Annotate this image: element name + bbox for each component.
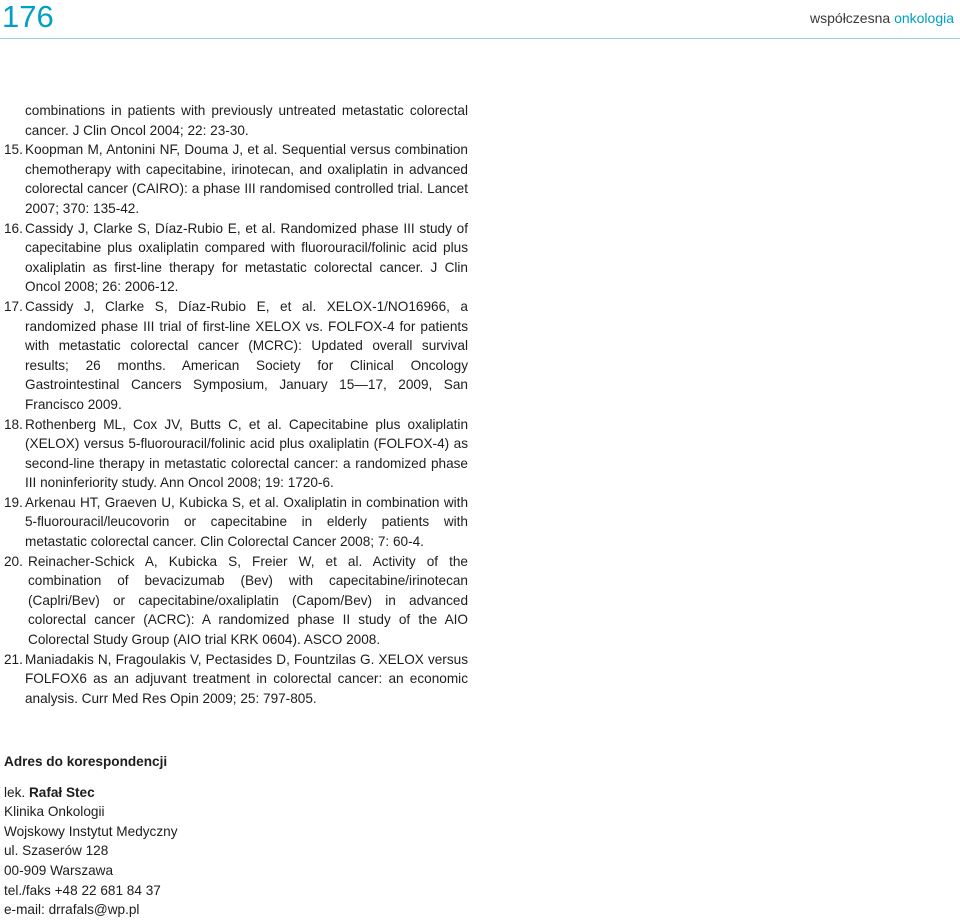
correspondence-name-line [4, 783, 404, 803]
correspondence-line: tel./faks +48 22 681 84 37 [4, 882, 161, 898]
journal-name-part2: onkologia [894, 10, 954, 26]
correspondence-line: Klinika Onkologii [4, 804, 105, 820]
journal-name [810, 8, 954, 28]
reference-text: Cassidy J, Clarke S, Díaz-Rubio E, et al. XELOX-1/NO16966, a randomized phase III trial of first-line XELOX vs. FOLFOX-4 for patients with metastatic colorectal cancer (MCRC): Updated overall survival results; 26 months. American Society for Clinical Oncology Gastrointestinal Cancers Symposium, January 15—17, 2009, San Francisco 2009. [25, 298, 468, 412]
reference-item [4, 415, 468, 493]
page-header [0, 0, 960, 38]
author-name: Rafał Stec [28, 784, 95, 800]
reference-item [4, 140, 468, 218]
reference-number: 20. [4, 553, 23, 569]
reference-text: Rothenberg ML, Cox JV, Butts C, et al. Capecitabine plus oxaliplatin (XELOX) versus 5-fluorouracil/folinic acid plus oxaliplatin (FOLFOX-4) as second-line therapy in metastatic colorectal cancer: a randomized phase III noninferiority study. Ann Oncol 2008; 19: 1720-6. [25, 416, 468, 491]
reference-item [4, 297, 468, 415]
reference-text: Cassidy J, Clarke S, Díaz-Rubio E, et al. Randomized phase III study of capecitabine plus oxaliplatin compared with fluorouracil/folinic acid plus oxaliplatin as first-line therapy for metastatic colorectal cancer. J Clin Oncol 2008; 26: 2006-12. [25, 220, 468, 295]
name-prefix: lek. [4, 784, 26, 800]
reference-number: 18. [4, 416, 23, 432]
reference-number: 17. [4, 298, 23, 314]
reference-text: combinations in patients with previously untreated metastatic colorectal cancer. J Clin Oncol 2004; 22: 23-30. [25, 103, 468, 138]
correspondence-line: Wojskowy Instytut Medyczny [4, 823, 178, 839]
header-divider [0, 38, 960, 39]
reference-number: 21. [4, 651, 23, 667]
reference-item [4, 650, 468, 709]
reference-number: 16. [4, 220, 23, 236]
page-number: 176 [2, 0, 54, 34]
correspondence-line: 00-909 Warszawa [4, 862, 114, 878]
correspondence-title: Adres do korespondencji [4, 754, 168, 769]
reference-item [4, 552, 468, 650]
correspondence-address [4, 752, 404, 920]
reference-text: Maniadakis N, Fragoulakis V, Pectasides D, Fountzilas G. XELOX versus FOLFOX6 as an adjuvant treatment in colorectal cancer: an economic analysis. Curr Med Res Opin 2009; 25: 797-805. [25, 651, 468, 706]
reference-item [4, 219, 468, 297]
reference-text: Arkenau HT, Graeven U, Kubicka S, et al. Oxaliplatin in combination with 5-fluorouracil/leucovorin or capecitabine in elderly patients with metastatic colorectal cancer. Clin Colorectal Cancer 2008; 7: 60-4. [25, 494, 468, 550]
reference-number: 15. [4, 142, 23, 158]
reference-text: Koopman M, Antonini NF, Douma J, et al. Sequential versus combination chemotherapy with capecitabine, irinotecan, and oxaliplatin in advanced colorectal cancer (CAIRO): a phase III randomised controlled trial. Lancet 2007; 370: 135-42. [25, 142, 468, 216]
reference-list [4, 101, 468, 708]
reference-item [4, 493, 468, 552]
correspondence-line: e-mail: drrafals@wp.pl [4, 902, 140, 918]
reference-text: Reinacher-Schick A, Kubicka S, Freier W, et al. Activity of the combination of bevacizumab (Bev) with capecitabine/irinotecan (Caplri/Bev) or capecitabine/oxaliplatin (Capom/Bev) in advanced colorectal cancer (ACRC): A randomized phase II study of the AIO Colorectal Study Group (AIO trial KRK 0604). ASCO 2008. [28, 553, 468, 648]
correspondence-line: ul. Szaserów 128 [4, 843, 109, 859]
reference-item [4, 101, 468, 140]
journal-name-part1: współczesna [810, 10, 891, 26]
reference-number: 19. [4, 494, 23, 510]
